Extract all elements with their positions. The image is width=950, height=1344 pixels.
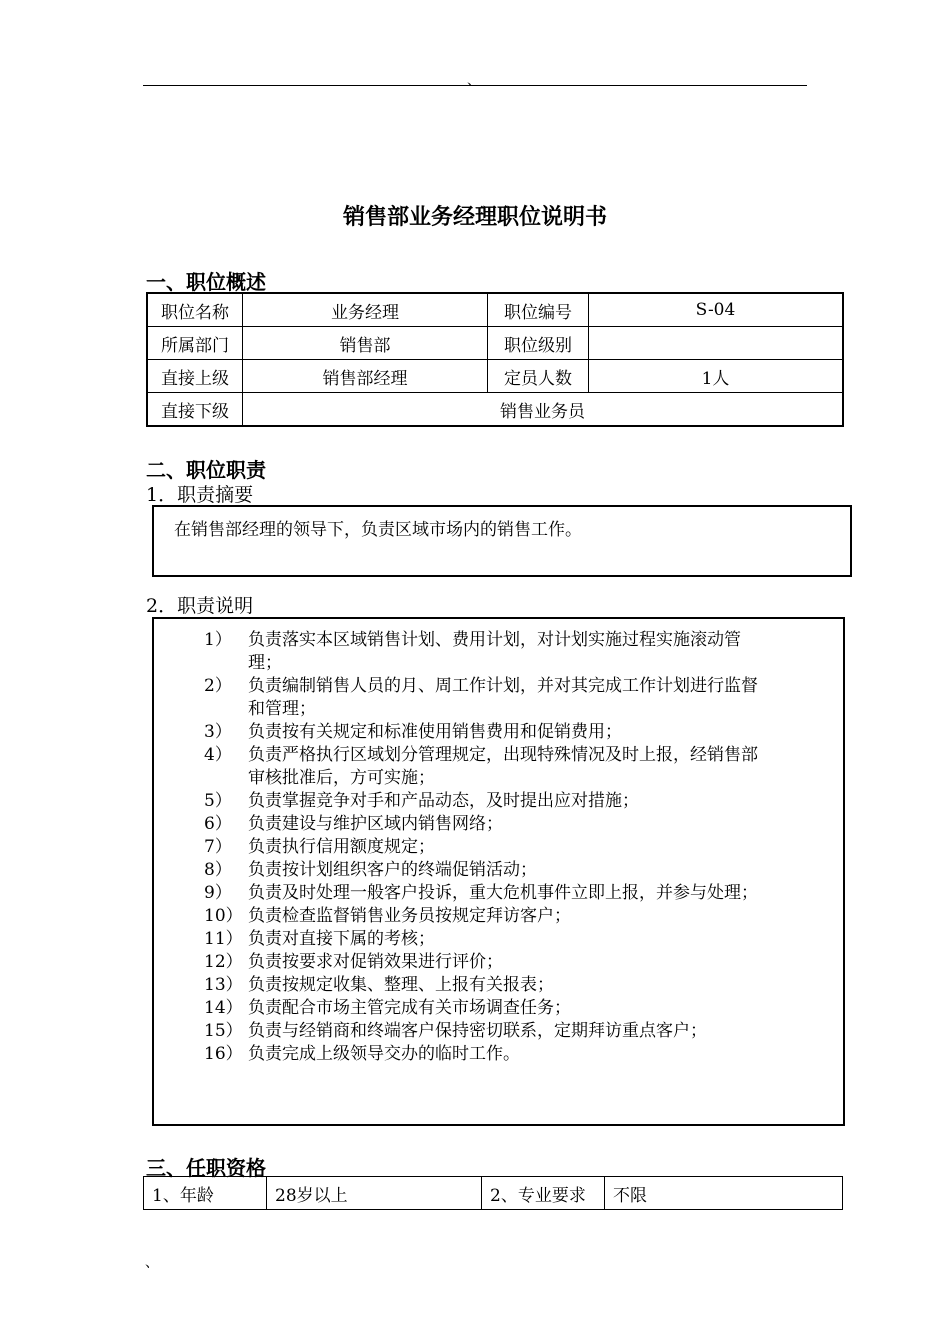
duty-number: 10） [204,906,243,926]
list-item [204,790,838,813]
duty-number: 4） [204,745,232,765]
duty-text-line: 负责编制销售人员的月、周工作计划，并对其完成工作计划进行监督 [248,676,758,696]
duty-text-line: 负责按要求对促销效果进行评价； [248,952,503,972]
table-row [147,393,843,427]
duty-number: 15） [204,1021,243,1041]
table-cell: 2、专业要求 [482,1177,605,1210]
duty-text-line: 审核批准后，方可实施； [248,768,435,788]
table-cell: 直接下级 [147,393,243,427]
section1-heading: 一、职位概述 [146,270,266,294]
document-title: 销售部业务经理职位说明书 [342,205,607,230]
duty-text [248,882,838,905]
summary-heading: 1．职责摘要 [146,484,254,506]
footer-mark: 、 [145,1255,159,1271]
duty-text-line: 负责按计划组织客户的终端促销活动； [248,860,537,880]
duty-number: 14） [204,998,243,1018]
header-mark: 、 [467,73,481,89]
duty-text-line: 负责按有关规定和标准使用销售费用和促销费用； [248,722,622,742]
duty-text-line: 理； [248,653,282,673]
table-cell: 业务经理 [243,293,488,327]
table-cell [589,327,844,360]
duty-text-line: 负责严格执行区域划分管理规定，出现特殊情况及时上报，经销售部 [248,745,758,765]
duty-text [248,928,838,951]
duty-text-line: 负责建设与维护区域内销售网络； [248,814,503,834]
duty-text-line: 负责与经销商和终端客户保持密切联系，定期拜访重点客户； [248,1021,707,1041]
section2-heading: 二、职位职责 [146,458,266,482]
list-item [204,675,838,721]
duty-text [248,905,838,928]
duty-number: 11） [204,929,243,949]
table-row [147,360,843,393]
duty-text [248,836,838,859]
table-cell: 28岁以上 [267,1177,482,1210]
duty-number: 5） [204,791,232,811]
table-row [144,1177,843,1210]
list-item [204,813,838,836]
list-item [204,1020,838,1043]
duty-text [248,859,838,882]
list-item [204,721,838,744]
duty-text [248,744,838,790]
duty-number: 16） [204,1044,243,1064]
list-item [204,859,838,882]
list-item [204,836,838,859]
list-item [204,951,838,974]
duty-number: 1） [204,630,232,650]
table-cell: 销售部经理 [243,360,488,393]
duty-text [248,629,838,675]
table-cell: 职位编号 [488,293,589,327]
duty-text [248,974,838,997]
list-item [204,882,838,905]
duty-text-line: 负责掌握竞争对手和产品动态，及时提出应对措施； [248,791,639,811]
qualification-table [143,1176,843,1210]
duty-text-line: 负责按规定收集、整理、上报有关报表； [248,975,554,995]
duty-number: 3） [204,722,232,742]
duty-text-line: 负责对直接下属的考核； [248,929,435,949]
duty-text [248,1043,838,1066]
duty-number: 7） [204,837,232,857]
duty-number: 6） [204,814,232,834]
duty-text-line: 负责检查监督销售业务员按规定拜访客户； [248,906,571,926]
duty-text-line: 和管理； [248,699,316,719]
table-row [147,327,843,360]
duty-number: 12） [204,952,243,972]
duty-text [248,1020,838,1043]
list-item [204,744,838,790]
table-cell: 职位名称 [147,293,243,327]
duty-text [248,997,838,1020]
duty-number: 2） [204,676,232,696]
duty-text-line: 负责配合市场主管完成有关市场调查任务； [248,998,571,1018]
table-cell: 职位级别 [488,327,589,360]
table-cell: 不限 [605,1177,843,1210]
table-row [147,293,843,327]
overview-table [146,292,844,427]
table-cell: 所属部门 [147,327,243,360]
section3-heading: 三、任职资格 [146,1156,266,1180]
duty-number: 8） [204,860,232,880]
detail-heading: 2．职责说明 [146,595,254,617]
list-item [204,974,838,997]
table-cell: 销售部 [243,327,488,360]
list-item [204,629,838,675]
duty-text-line: 负责执行信用额度规定； [248,837,435,857]
table-cell: 销售业务员 [243,393,844,427]
summary-box [152,505,852,577]
table-cell: 1、年龄 [144,1177,267,1210]
summary-text: 在销售部经理的领导下，负责区域市场内的销售工作。 [174,520,582,540]
table-cell: 直接上级 [147,360,243,393]
duty-text [248,675,838,721]
duty-text [248,951,838,974]
list-item [204,997,838,1020]
list-item [204,905,838,928]
table-cell: 1人 [589,360,844,393]
duty-text-line: 负责及时处理一般客户投诉，重大危机事件立即上报，并参与处理； [248,883,758,903]
duty-text [248,813,838,836]
header-rule [143,85,807,86]
table-cell: 定员人数 [488,360,589,393]
list-item [204,928,838,951]
duty-text-line: 负责完成上级领导交办的临时工作。 [248,1044,520,1064]
duty-text [248,721,838,744]
duty-text [248,790,838,813]
duty-text-line: 负责落实本区域销售计划、费用计划，对计划实施过程实施滚动管 [248,630,741,650]
duty-number: 13） [204,975,243,995]
list-item [204,1043,838,1066]
duties-box [152,617,845,1126]
table-cell: S-04 [589,293,844,327]
duty-number: 9） [204,883,232,903]
